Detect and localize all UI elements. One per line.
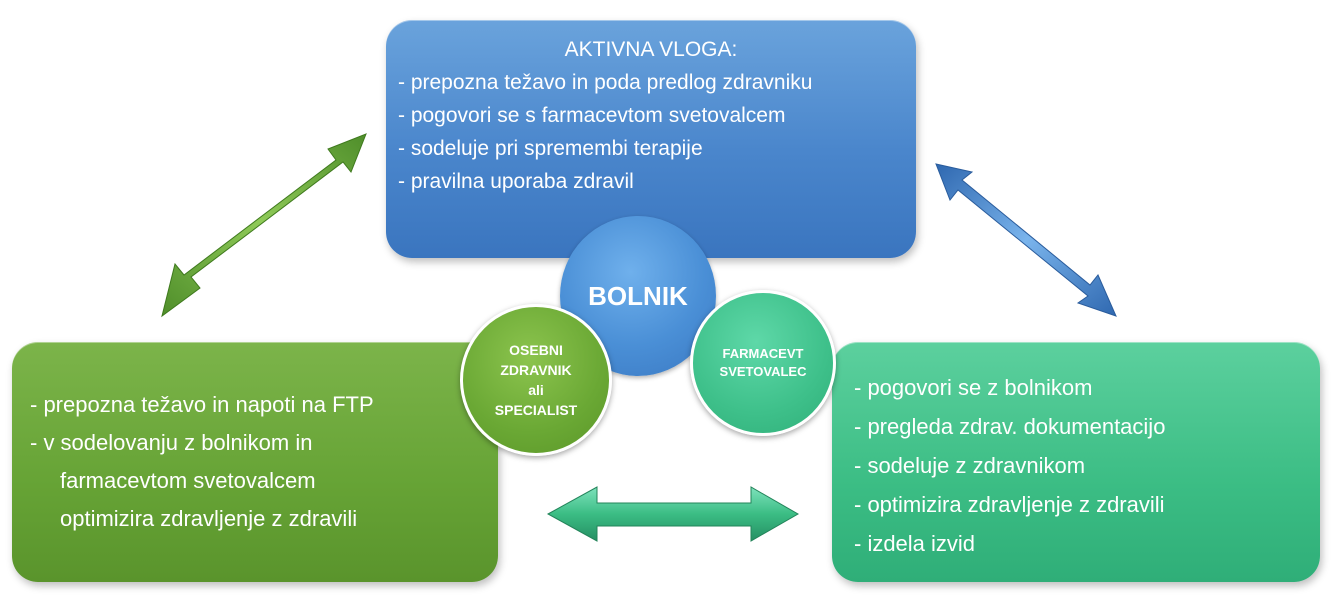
- doctor-circle: [460, 304, 612, 456]
- patient-role-list: [398, 66, 916, 198]
- pharmacist-circle-line: FARMACEVT: [722, 346, 804, 361]
- doctor-role-list: [30, 386, 498, 538]
- list-item: farmacevtom svetovalcem: [60, 468, 316, 493]
- list-item: - izdela izvid: [854, 531, 976, 556]
- patient-role-title: AKTIVNA VLOGA:: [564, 38, 738, 61]
- patient-circle-label: BOLNIK: [588, 280, 688, 311]
- arrow-zdravnik-farmacevt: [548, 487, 798, 541]
- list-item: - pregleda zdrav. dokumentacijo: [854, 414, 1166, 439]
- pharmacist-circle: [690, 290, 836, 436]
- pharmacist-circle-label: [720, 345, 807, 381]
- arrow-bolnik-farmacevt: [936, 164, 1116, 316]
- list-item: - prepozna težavo in poda predlog zdravniku: [398, 71, 813, 94]
- pharmacist-role-list: [854, 368, 1320, 563]
- pharmacist-role-box: [832, 342, 1320, 582]
- arrow-zdravnik-bolnik: [162, 134, 366, 316]
- list-item: - sodeluje pri spremembi terapije: [398, 137, 703, 160]
- pharmacist-circle-line: SVETOVALEC: [719, 364, 807, 379]
- list-item: - optimizira zdravljenje z zdravili: [854, 492, 1165, 517]
- list-item: optimizira zdravljenje z zdravili: [60, 506, 358, 531]
- list-item: - sodeluje z zdravnikom: [854, 453, 1086, 478]
- list-item: - pravilna uporaba zdravil: [398, 170, 634, 193]
- list-item: - prepozna težavo in napoti na FTP: [30, 392, 374, 417]
- list-item: - v sodelovanju z bolnikom in: [30, 430, 313, 455]
- doctor-role-box: [12, 342, 498, 582]
- doctor-circle-line: SPECIALIST: [494, 402, 578, 418]
- list-item: - pogovori se z bolnikom: [854, 375, 1093, 400]
- doctor-circle-line: ali: [528, 382, 544, 398]
- doctor-circle-label: [495, 340, 577, 420]
- doctor-circle-line: ZDRAVNIK: [500, 362, 572, 378]
- doctor-circle-line: OSEBNI: [509, 342, 563, 358]
- list-item: - pogovori se s farmacevtom svetovalcem: [398, 104, 786, 127]
